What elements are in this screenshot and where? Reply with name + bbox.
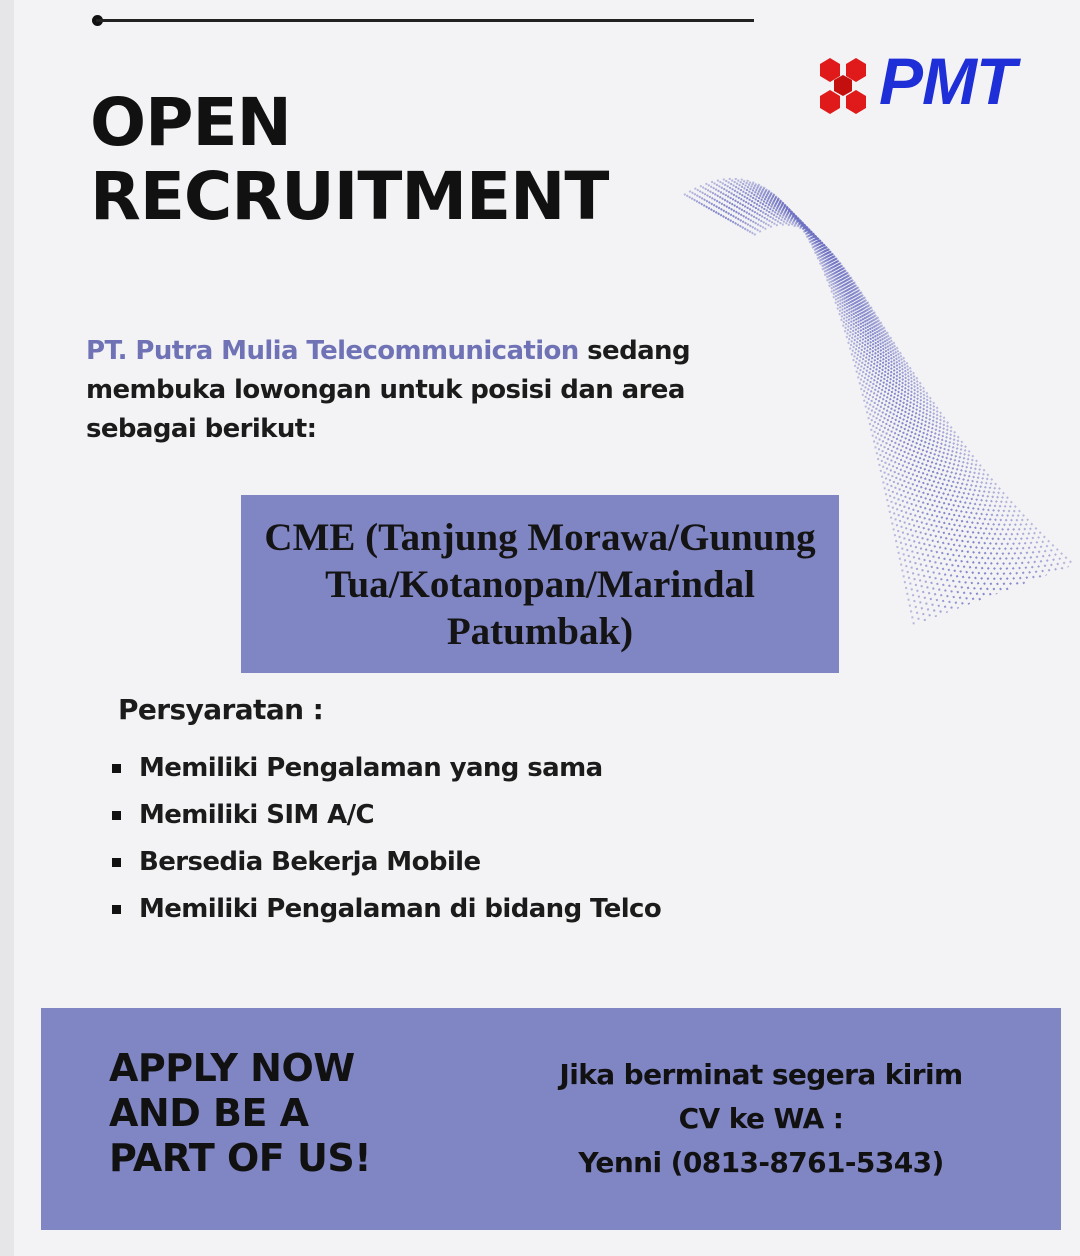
requirement-text: Bersedia Bekerja Mobile	[139, 847, 481, 877]
contact-line: Jika berminat segera kirim	[559, 1058, 963, 1091]
requirement-text: Memiliki SIM A/C	[139, 800, 375, 830]
list-item	[112, 842, 661, 889]
position-box	[241, 495, 839, 673]
list-item	[112, 795, 661, 842]
contact-phone: Yenni (0813-8761-5343)	[578, 1146, 944, 1179]
title-line-1: OPEN	[90, 84, 291, 161]
requirements-heading: Persyaratan :	[118, 693, 324, 726]
top-divider-line	[96, 19, 754, 22]
bullet-icon	[112, 858, 121, 867]
title-line-2: RECRUITMENT	[90, 158, 609, 235]
cta-line: PART OF US!	[109, 1136, 372, 1180]
call-to-action	[109, 1046, 371, 1181]
bullet-icon	[112, 905, 121, 914]
page-title	[90, 86, 608, 234]
bullet-icon	[112, 764, 121, 773]
contact-line: CV ke WA :	[678, 1102, 844, 1135]
bullet-icon	[112, 811, 121, 820]
requirement-text: Memiliki Pengalaman yang sama	[139, 753, 603, 783]
intro-text: sedang membuka lowongan untuk posisi dan area sebagai berikut:	[86, 336, 690, 444]
contact-info	[541, 1053, 981, 1185]
recruitment-poster	[14, 0, 1080, 1256]
cta-line: AND BE A	[109, 1091, 309, 1135]
company-name: PT. Putra Mulia Telecommunication	[86, 336, 579, 366]
requirement-text: Memiliki Pengalaman di bidang Telco	[139, 894, 662, 924]
requirements-list	[112, 748, 661, 936]
list-item	[112, 889, 661, 936]
company-logo-text: PMT	[879, 44, 1016, 118]
list-item	[112, 748, 661, 795]
position-title: CME (Tanjung Morawa/Gunung Tua/Kotanopan/Marindal Patumbak)	[264, 515, 816, 653]
footer-banner	[41, 1008, 1061, 1230]
cta-line: APPLY NOW	[109, 1046, 355, 1090]
intro-paragraph	[86, 332, 706, 449]
